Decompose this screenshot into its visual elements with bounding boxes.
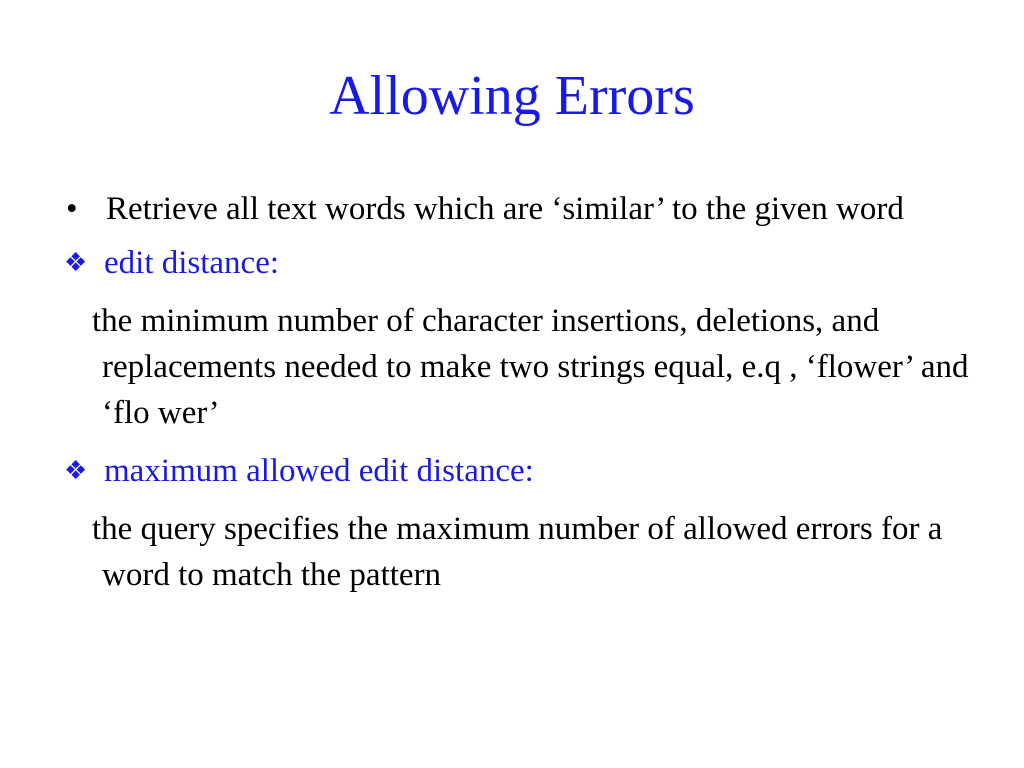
section-heading-max-edit-distance	[62, 448, 982, 494]
diamond-bullet-icon: ❖	[64, 456, 88, 485]
section-heading-edit-distance	[62, 240, 982, 286]
bullet-item	[62, 186, 982, 232]
section-heading: edit distance:	[104, 245, 280, 281]
slide-title: Allowing Errors	[329, 65, 695, 127]
section-heading: maximum allowed edit distance:	[104, 453, 534, 489]
section-body-edit-distance: the minimum number of character insertions, deletions, and replacements needed to make two strings equal, e.q , ‘flower’ and ‘flo wer’	[92, 303, 969, 431]
bullet-dot-icon: •	[66, 191, 78, 227]
section-body-max-edit-distance: the query specifies the maximum number of allowed errors for a word to match the pattern	[92, 511, 943, 593]
bullet-text: Retrieve all text words which are ‘similar’ to the given word	[106, 191, 904, 227]
diamond-bullet-icon: ❖	[64, 248, 88, 277]
slide-content	[62, 186, 982, 598]
